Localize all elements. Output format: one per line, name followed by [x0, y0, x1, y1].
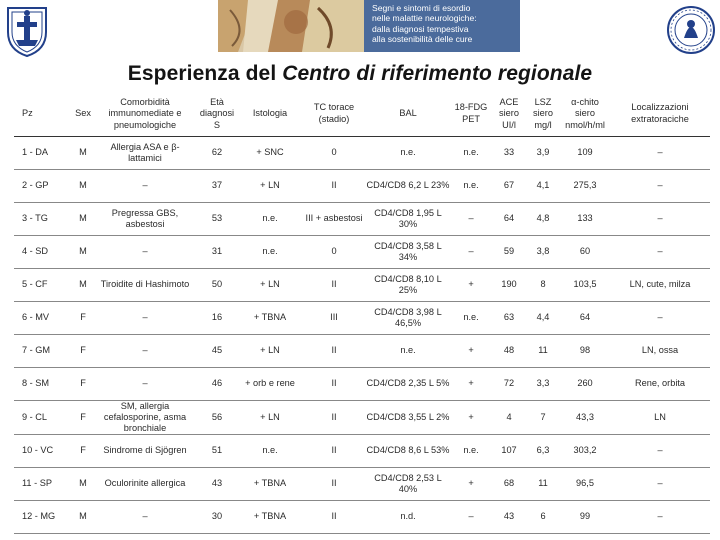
table-cell: n.e. [366, 334, 450, 367]
table-cell: M [72, 235, 94, 268]
table-cell: 33 [492, 136, 526, 169]
table-cell: 99 [560, 500, 610, 533]
table-cell: 6 - MV [14, 301, 72, 334]
table-cell: + LN [238, 334, 302, 367]
title-italic: Centro di riferimento regionale [282, 62, 593, 85]
table-cell: 51 [196, 434, 238, 467]
table-cell: n.e. [238, 202, 302, 235]
table-cell: n.e. [366, 136, 450, 169]
table-row [14, 235, 710, 268]
table-row [14, 169, 710, 202]
table-cell: F [72, 434, 94, 467]
table-cell: 8 [526, 268, 560, 301]
table-cell: CD4/CD8 8,6 L 53% [366, 434, 450, 467]
table-cell: 96,5 [560, 467, 610, 500]
table-cell: II [302, 467, 366, 500]
table-cell: CD4/CD8 2,35 L 5% [366, 367, 450, 400]
table-cell: – [450, 500, 492, 533]
table-row [14, 434, 710, 467]
table-cell: 6 [526, 500, 560, 533]
column-header: Sex [72, 92, 94, 136]
table-cell: Oculorinite allergica [94, 467, 196, 500]
table-cell: 3,8 [526, 235, 560, 268]
table-cell: 30 [196, 500, 238, 533]
table-cell: 43 [492, 500, 526, 533]
table-cell: 31 [196, 235, 238, 268]
table-cell: 64 [492, 202, 526, 235]
column-header: ACE siero UI/l [492, 92, 526, 136]
table-cell: – [450, 235, 492, 268]
table-cell: CD4/CD8 3,58 L 34% [366, 235, 450, 268]
table-cell: 9 - CL [14, 400, 72, 434]
table-cell: – [94, 334, 196, 367]
table-cell: 3,3 [526, 367, 560, 400]
table-cell: 43,3 [560, 400, 610, 434]
table-cell: 68 [492, 467, 526, 500]
banner-text [364, 0, 520, 52]
table-cell: 67 [492, 169, 526, 202]
table-cell: SM, allergia cefalosporine, asma bronchiale [94, 400, 196, 434]
table-cell: 109 [560, 136, 610, 169]
table-cell: 8 - SM [14, 367, 72, 400]
table-cell: Rene, orbita [610, 367, 710, 400]
university-seal-right-icon [666, 2, 716, 58]
column-header: Pz [14, 92, 72, 136]
table-row [14, 334, 710, 367]
table-cell: 3,9 [526, 136, 560, 169]
page-title [0, 62, 720, 86]
table-cell: + SNC [238, 136, 302, 169]
table-cell: + [450, 367, 492, 400]
table-cell: CD4/CD8 2,53 L 40% [366, 467, 450, 500]
banner-artwork [218, 0, 364, 52]
table-cell: Pregressa GBS, asbestosi [94, 202, 196, 235]
table-cell: 37 [196, 169, 238, 202]
table-cell: II [302, 400, 366, 434]
table-cell: + [450, 334, 492, 367]
table-cell: LN [610, 400, 710, 434]
table-cell: 53 [196, 202, 238, 235]
table-cell: 98 [560, 334, 610, 367]
table-cell: 4 - SD [14, 235, 72, 268]
table-cell: CD4/CD8 3,55 L 2% [366, 400, 450, 434]
table-cell: + LN [238, 400, 302, 434]
table-cell: – [450, 202, 492, 235]
table-cell: 275,3 [560, 169, 610, 202]
table-cell: – [610, 136, 710, 169]
table-cell: 107 [492, 434, 526, 467]
table-cell: 303,2 [560, 434, 610, 467]
column-header: Localizzazioni extratoraciche [610, 92, 710, 136]
table-cell: 133 [560, 202, 610, 235]
table-cell: 3 - TG [14, 202, 72, 235]
table-cell: n.d. [366, 500, 450, 533]
table-cell: Tiroidite di Hashimoto [94, 268, 196, 301]
table-cell: n.e. [238, 235, 302, 268]
table-cell: 59 [492, 235, 526, 268]
table-cell: M [72, 467, 94, 500]
table-cell: Sindrome di Sjögren [94, 434, 196, 467]
table-cell: – [610, 202, 710, 235]
table-cell: M [72, 268, 94, 301]
table-cell: II [302, 334, 366, 367]
table-cell: 0 [302, 235, 366, 268]
table-cell: n.e. [238, 434, 302, 467]
table-row [14, 400, 710, 434]
table-cell: 11 [526, 334, 560, 367]
table-cell: 2 - GP [14, 169, 72, 202]
column-header: Comorbidità immunomediate e pneumologiche [94, 92, 196, 136]
table-cell: 7 [526, 400, 560, 434]
university-seal-left-icon [2, 2, 52, 58]
table-cell: CD4/CD8 3,98 L 46,5% [366, 301, 450, 334]
column-header: LSZ siero mg/l [526, 92, 560, 136]
table-cell: 12 - MG [14, 500, 72, 533]
table-cell: 43 [196, 467, 238, 500]
table-cell: – [610, 467, 710, 500]
table-cell: – [610, 434, 710, 467]
table-cell: – [94, 367, 196, 400]
table-cell: II [302, 367, 366, 400]
table-cell: + LN [238, 169, 302, 202]
table-cell: 5 - CF [14, 268, 72, 301]
column-header: TC torace (stadio) [302, 92, 366, 136]
event-banner [218, 0, 520, 52]
table-cell: – [94, 301, 196, 334]
table-cell: + [450, 268, 492, 301]
table-cell: n.e. [450, 434, 492, 467]
table-cell: + orb e rene [238, 367, 302, 400]
table-cell: n.e. [450, 136, 492, 169]
table-cell: 56 [196, 400, 238, 434]
table-cell: 48 [492, 334, 526, 367]
table-cell: CD4/CD8 6,2 L 23% [366, 169, 450, 202]
table-cell: III + asbestosi [302, 202, 366, 235]
table-cell: M [72, 136, 94, 169]
table-cell: 16 [196, 301, 238, 334]
column-header: BAL [366, 92, 450, 136]
table-cell: 60 [560, 235, 610, 268]
table-cell: + TBNA [238, 467, 302, 500]
table-cell: 0 [302, 136, 366, 169]
table-cell: 63 [492, 301, 526, 334]
table-cell: M [72, 202, 94, 235]
table-cell: 50 [196, 268, 238, 301]
table-cell: + LN [238, 268, 302, 301]
table-row [14, 136, 710, 169]
table-cell: 190 [492, 268, 526, 301]
table-header-row [14, 92, 710, 136]
table-cell: 260 [560, 367, 610, 400]
table-cell: n.e. [450, 301, 492, 334]
table-cell: LN, cute, milza [610, 268, 710, 301]
column-header: Istologia [238, 92, 302, 136]
table-cell: – [610, 301, 710, 334]
table-cell: II [302, 169, 366, 202]
table-cell: 10 - VC [14, 434, 72, 467]
table-row [14, 268, 710, 301]
column-header: 18-FDG PET [450, 92, 492, 136]
table-cell: + [450, 400, 492, 434]
table-cell: LN, ossa [610, 334, 710, 367]
table-cell: 103,5 [560, 268, 610, 301]
table-row [14, 367, 710, 400]
table-cell: F [72, 400, 94, 434]
banner-line: alla sostenibilità delle cure [372, 34, 473, 45]
table-cell: II [302, 434, 366, 467]
column-header: Età diagnosi S [196, 92, 238, 136]
table-cell: 4 [492, 400, 526, 434]
table-cell: II [302, 500, 366, 533]
table-cell: 62 [196, 136, 238, 169]
patients-table [14, 92, 710, 534]
table-cell: – [610, 169, 710, 202]
table-row [14, 500, 710, 533]
table-cell: III [302, 301, 366, 334]
table-cell: 64 [560, 301, 610, 334]
table-row [14, 202, 710, 235]
table-cell: – [94, 235, 196, 268]
table-cell: CD4/CD8 8,10 L 25% [366, 268, 450, 301]
banner-line: nelle malattie neurologiche: [372, 13, 477, 24]
table-cell: 4,1 [526, 169, 560, 202]
banner-line: dalla diagnosi tempestiva [372, 23, 469, 34]
table-cell: F [72, 301, 94, 334]
table-cell: M [72, 500, 94, 533]
table-cell: + TBNA [238, 500, 302, 533]
table-body [14, 136, 710, 533]
table-cell: – [610, 500, 710, 533]
table-row [14, 467, 710, 500]
table-cell: 1 - DA [14, 136, 72, 169]
title-main: Esperienza del [127, 62, 277, 85]
table-cell: Allergia ASA e β-lattamici [94, 136, 196, 169]
table-cell: + TBNA [238, 301, 302, 334]
table-cell: 45 [196, 334, 238, 367]
table-cell: F [72, 367, 94, 400]
table-cell: CD4/CD8 1,95 L 30% [366, 202, 450, 235]
table-cell: 4,8 [526, 202, 560, 235]
table-cell: 6,3 [526, 434, 560, 467]
table-cell: 72 [492, 367, 526, 400]
table-cell: 11 - SP [14, 467, 72, 500]
table-cell: – [610, 235, 710, 268]
table-cell: M [72, 169, 94, 202]
table-cell: – [94, 169, 196, 202]
table-cell: n.e. [450, 169, 492, 202]
table-cell: 46 [196, 367, 238, 400]
banner-line: Segni e sintomi di esordio [372, 3, 471, 13]
table-cell: F [72, 334, 94, 367]
table-cell: – [94, 500, 196, 533]
table-cell: 11 [526, 467, 560, 500]
table-cell: 4,4 [526, 301, 560, 334]
table-row [14, 301, 710, 334]
table-cell: + [450, 467, 492, 500]
table-cell: II [302, 268, 366, 301]
table-cell: 7 - GM [14, 334, 72, 367]
column-header: α-chito siero nmol/h/ml [560, 92, 610, 136]
